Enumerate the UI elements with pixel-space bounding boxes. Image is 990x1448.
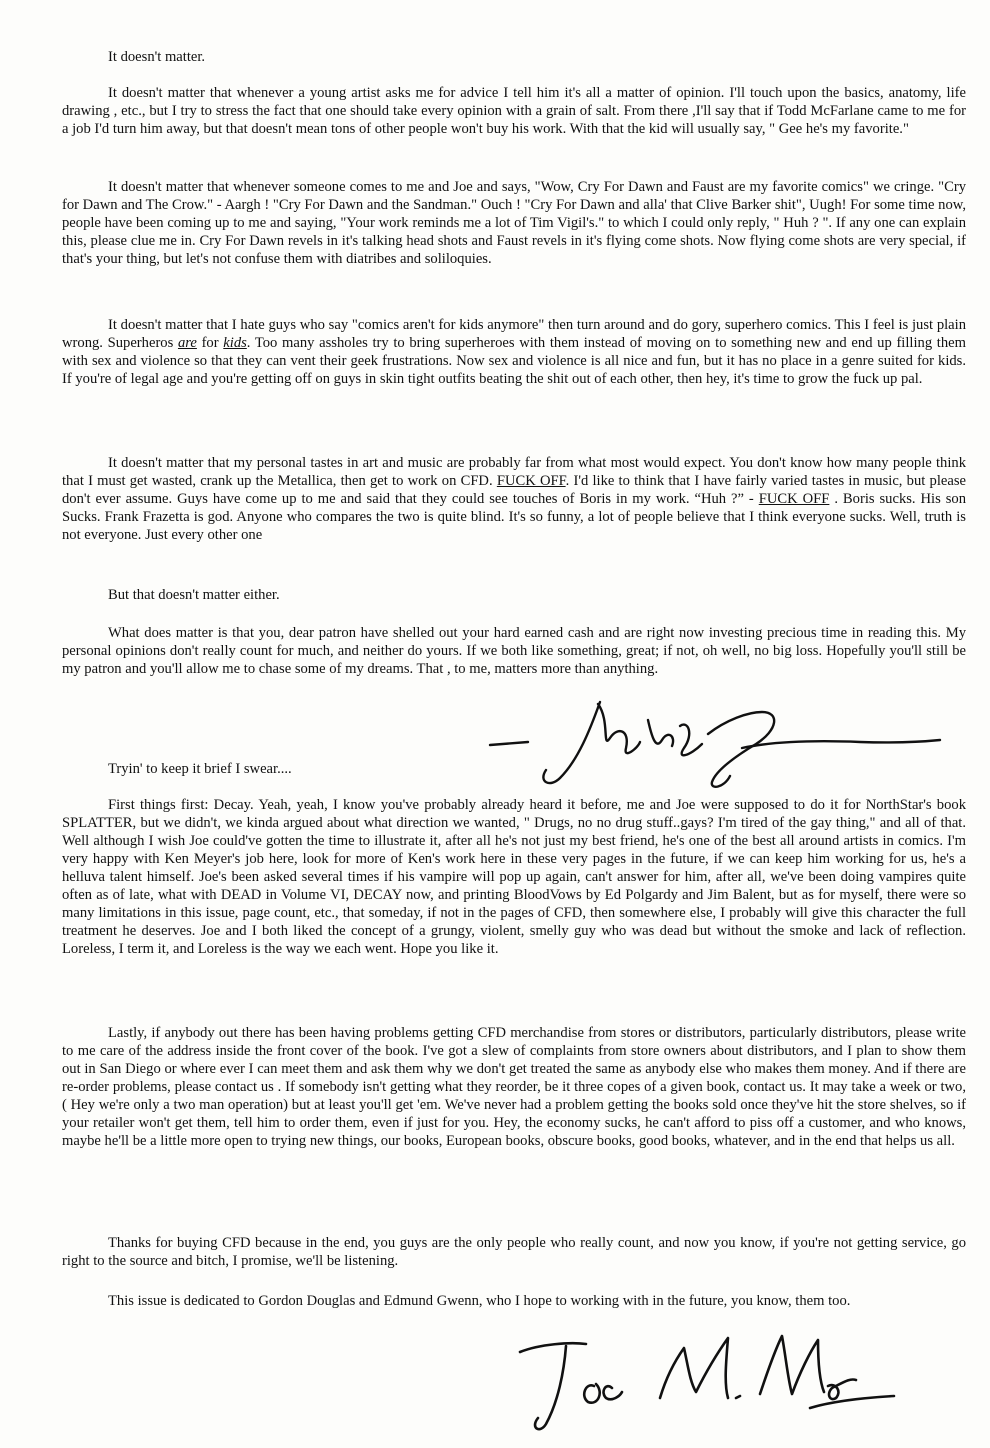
emphasis-fuck-off-1: FUCK OFF bbox=[496, 473, 566, 489]
either-line: But that doesn't matter either. bbox=[108, 587, 280, 603]
paragraph-3-text-for: for bbox=[196, 335, 224, 351]
paragraph-4-text-b: . I'd like to think that I have fairly varied tastes in music, but please don't ever assume. Guys have come up to me and said that they could see touches of Boris in my work. “Huh ?” - bbox=[62, 473, 966, 507]
paragraph-3-text-b: . Too many assholes try to bring superheroes with them instead of moving on to something new and end up filling them with sex and violence so that they can vent their geek frustrations. Now sex and violence is all nice and fun, but it has no place in a genre suited for kids. If you're of legal age and you're getting off on guys in skin tight outfits beating the shit out of each other, then hey, it's time to grow the fuck up pal. bbox=[62, 335, 966, 387]
paragraph-3-text-a: It doesn't matter that I hate guys who say "comics aren't for kids anymore" then turn around and do gory, superhero comics. This I feel is just plain wrong. Superheros bbox=[62, 317, 966, 351]
signature-scribble-image bbox=[480, 690, 950, 800]
paragraph-6: First things first: Decay. Yeah, yeah, I know you've probably already heard it before, me and Joe were supposed to do it for NorthStar's book SPLATTER, but we didn't, we kinda argued about what direction we wanted, " Drugs, no no drug stuff..gays? I'm tired of the gay thing," and all of that. Well although I wish Joe could've gotten the time to illustrate it, after all he's not just my best friend, he's one of the best all around artists in comics. I'm very happy with Ken Meyer's job here, look for more of Ken's work here in these very pages in the future, if we can keep him working for us, he's a helluva talent himself. Joe's been asked several times if his vampire will pop up again, can't answer for him, after all, we've been doing vampires quite often as of late, what with DEAD in Volume VI, DECAY now, and printing BloodVows by Ed Polgardy and Jim Balent, but as for myself, there were so many limitations in this issue, page count, etc., that someday, if not in the pages of CFD, then somewhere else, I probably will give this character the full treatment he deserves. Joe and I both liked the concept of a grungy, violent, smelly guy who was dead but without the smoke and lack of reflection. Loreless, I term it, and Loreless is the way we each went. Hope you like it. bbox=[62, 797, 966, 957]
tryin-line: Tryin' to keep it brief I swear.... bbox=[108, 761, 292, 777]
paragraph-9: This issue is dedicated to Gordon Douglas and Edmund Gwenn, who I hope to working with in the future, you know, them too. bbox=[108, 1293, 851, 1309]
emphasis-fuck-off-2: FUCK OFF bbox=[758, 491, 830, 507]
paragraph-8: Thanks for buying CFD because in the end, you guys are the only people who really count, and now you know, if you're not getting service, go right to the source and bitch, I promise, we'll be listening. bbox=[62, 1235, 966, 1269]
paragraph-4 bbox=[62, 454, 966, 544]
paragraph-4-text-a: It doesn't matter that my personal tastes in art and music are probably far from what most would expect. You don't know how many people think that I must get wasted, crank up the Metallica, then get to work on CFD. bbox=[62, 455, 966, 489]
paragraph-5: What does matter is that you, dear patron have shelled out your hard earned cash and are right now investing precious time in reading this. My personal opinions don't really count for much, and neither do yours. If we both like something, great; if not, oh well, no big loss. Hopefully you'll still be my patron and you'll allow me to chase some of my dreams. That , to me, matters more than anything. bbox=[62, 625, 966, 677]
paragraph-7: Lastly, if anybody out there has been having problems getting CFD merchandise from stores or distributors, particularly distributors, please write to me care of the address inside the front cover of the book. I've got a slew of complaints from store owners about distributors, and I plan to show them out in San Diego or where ever I can meet them and ask them why we don't get treated the same as anybody else who makes them money. And if there are re-order problems, please contact us . If somebody isn't getting what they reorder, be it three copes of a given book, contact us. It may take a week or two, ( Hey we're only a two man operation) but at least you'll get 'em. We've never had a problem getting the books sold once they've hit the store shelves, so if your retailer won't get them, tell him to order them, even if just for you. Hey, the economy sucks, he can't afford to piss off a customer, and who knows, maybe he'll be a little more open to trying new things, our books, European books, obscure books, good books, whatever, and in the end that helps us all. bbox=[62, 1025, 966, 1149]
emphasis-are: are bbox=[177, 335, 197, 351]
paragraph-1: It doesn't matter that whenever a young artist asks me for advice I tell him it's all a matter of opinion. I'll touch upon the basics, anatomy, life drawing , etc., but I try to stress the fact that one should take every opinion with a grain of salt. From there ,I'll say that if Todd McFarlane came to me for a job I'd turn him away, but that doesn't mean tons of other people won't buy his work. With that the kid will usually say, " Gee he's my favorite." bbox=[62, 85, 966, 137]
paragraph-4-text-c: . Boris sucks. His son Sucks. Frank Frazetta is god. Anyone who compares the two is quite blind. It's so funny, a lot of people believe that I think everyone sucks. Well, truth is not everyone. Just every other one bbox=[62, 491, 967, 543]
paragraph-3 bbox=[62, 316, 966, 388]
opening-line: It doesn't matter. bbox=[108, 49, 206, 65]
paragraph-2: It doesn't matter that whenever someone comes to me and Joe and says, "Wow, Cry For Dawn and Faust are my favorite comics" we cringe. "Cry for Dawn and The Crow." - Aargh ! "Cry For Dawn and the Sandman." Ouch ! "Cry For Dawn and alla' that Clive Barker shit", Uugh! For some time now, people have been coming up to me and saying, "Your work reminds me a lot of Tim Vigil's." to which I could only reply, " Huh ? ". If any one can explain this, please clue me in. Cry For Dawn revels in it's talking head shots and Faust revels in it's flying come shots. Now flying come shots are very special, if that's your thing, but let's not confuse them with diatribes and soliloquies. bbox=[62, 179, 966, 267]
emphasis-kids: kids bbox=[223, 335, 247, 351]
signature-joe-m-monks bbox=[510, 1322, 900, 1442]
